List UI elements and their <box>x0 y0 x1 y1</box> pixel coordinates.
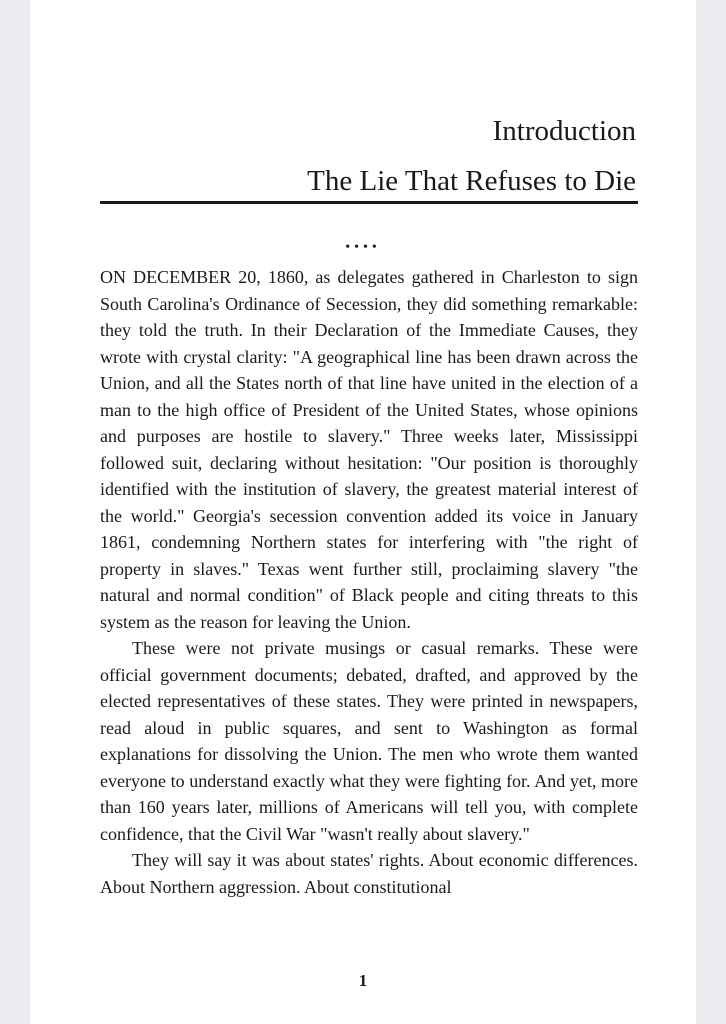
chapter-label: Introduction <box>492 115 636 147</box>
body-text <box>100 264 638 900</box>
paragraph-1: ON DECEMBER 20, 1860, as delegates gathered in Charleston to sign South Carolina's Ordinance of Secession, they did something remarkable: they told the truth. In their Declaration of the Immediate Causes, they wrote with crystal clarity: "A geographical line has been drawn across the Union, and all the States north of that line have united in the election of a man to the high office of President of the United States, whose opinions and purposes are hostile to slavery." Three weeks later, Mississippi followed suit, declaring without hesitation: "Our position is thoroughly identified with the institution of slavery, the greatest material interest of the world." Georgia's secession convention added its voice in January 1861, condemning Northern states for interfering with "the right of property in slaves." Texas went further still, proclaiming slavery "the natural and normal condition" of Black people and citing threats to this system as the reason for leaving the Union. <box>100 267 638 632</box>
paragraph-2: These were not private musings or casual remarks. These were official government documents; debated, drafted, and approved by the elected representatives of these states. They were printed in newspapers, read aloud in public squares, and sent to Washington as formal explanations for dissolving the Union. The men who wrote them wanted everyone to understand exactly what they were fighting for. And yet, more than 160 years later, millions of Americans will tell you, with complete confidence, that the Civil War "wasn't really about slavery." <box>100 638 638 844</box>
page-number: 1 <box>358 971 368 990</box>
paragraph-3: They will say it was about states' rights. About economic differences. About Northern aggression. About constitutional <box>100 850 638 897</box>
book-page <box>30 0 696 1024</box>
chapter-title: The Lie That Refuses to Die <box>307 165 636 197</box>
section-ornament: •••• <box>345 240 381 255</box>
title-underline-divider <box>100 201 638 204</box>
